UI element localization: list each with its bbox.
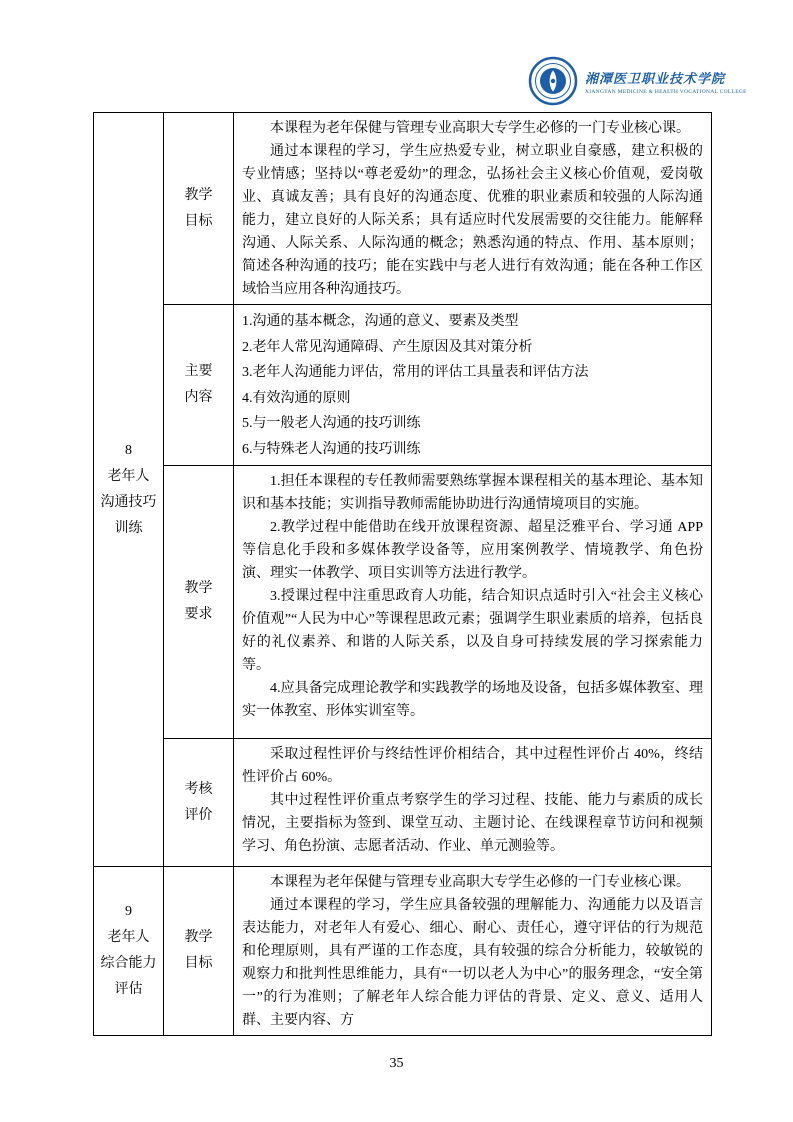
content-paragraph: 通过本课程的学习，学生应热爱专业，树立职业自豪感，建立积极的专业情感；坚持以“尊老爱幼”的理念，弘扬社会主义核心价值观，爱岗敬业、真诚友善；具有良好的沟通态度、优雅的职业素质和较强的人际沟通能力，建立良好的人际关系；具有适应时代发展需要的交往能力。能解释沟通、人际关系、人际沟通的概念；熟悉沟通的特点、作用、基本原则；简述各种沟通的技巧；能在实践中与老人进行有效沟通；能在各种工作区域恰当应用各种沟通技巧。 [242, 144, 703, 297]
course-name-line: 评估 [114, 982, 143, 997]
content-list-item: 2.老年人常见沟通障碍、产生原因及其对策分析 [242, 339, 533, 355]
course-name-line: 训练 [114, 520, 143, 536]
section-label-cell-content [164, 305, 234, 466]
content-list-item: 1.沟通的基本概念，沟通的意义、要素及类型 [242, 314, 519, 329]
content-paragraph: 4.应具备完成理论教学和实践教学的场地及设备，包括多媒体教室、理实一体教室、形体实训室等。 [242, 681, 703, 719]
course-number: 9 [125, 904, 132, 919]
content-paragraph: 本课程为老年保健与管理专业高职大专学生必修的一门专业核心课。 [270, 121, 690, 136]
section-label: 教学要求 [184, 581, 213, 622]
content-paragraph: 1.担任本课程的专任教师需要熟练掌握本课程相关的基本理论、基本知识和基本技能；实训指导教师需能协助进行沟通情境项目的实施。 [242, 474, 703, 512]
section-label-cell-objectives [164, 113, 234, 305]
section-content-requirements [234, 466, 712, 739]
content-list-item: 3.老年人沟通能力评估，常用的评估工具量表和评估方法 [242, 365, 589, 380]
section-content-main [234, 305, 712, 466]
college-name-block [585, 68, 747, 95]
content-paragraph: 本课程为老年保健与管理专业高职大专学生必修的一门专业核心课。 [270, 875, 690, 890]
content-paragraph: 3.授课过程中注重思政育人功能，结合知识点适时引入“社会主义核心价值观”“人民为中心”等课程思政元素；强调学生职业素质的培养，包括良好的礼仪素养、和谐的人际关系，以及自身可持续发展的学习探索能力等。 [242, 589, 703, 673]
course-name-line: 老年人 [107, 468, 150, 484]
content-list-item: 4.有效沟通的原则 [242, 390, 351, 406]
section-label: 主要内容 [184, 364, 213, 405]
college-name-english: XIANGTAN MEDICINE & HEALTH VOCATIONAL COLLEGE [585, 88, 747, 95]
content-paragraph: 2.教学过程中能借助在线开放课程资源、超星泛雅平台、学习通 APP 等信息化手段和多媒体教学设备等，应用案例教学、情境教学、角色扮演、理实一体教学、项目实训等方法进行教学。 [242, 520, 703, 581]
section-label-cell-objectives-9 [164, 867, 234, 1036]
course-9-cell [94, 867, 164, 1036]
content-paragraph: 采取过程性评价与终结性评价相结合，其中过程性评价占 40%，终结性评价占 60%。 [242, 747, 703, 785]
content-list-item: 6.与特殊老人沟通的技巧训练 [242, 441, 421, 457]
course-name-line: 综合能力 [100, 956, 157, 971]
content-paragraph: 其中过程性评价重点考察学生的学习过程、技能、能力与素质的成长情况，主要指标为签到、课堂互动、主题讨论、在线课程章节访问和视频学习、角色扮演、志愿者活动、作业、单元测验等。 [242, 793, 703, 854]
college-header [528, 56, 747, 106]
course-syllabus-table [93, 112, 712, 1036]
section-label: 教学目标 [184, 187, 213, 229]
page-number: 35 [389, 1056, 404, 1071]
college-logo-icon [528, 56, 578, 106]
section-label: 考核评价 [184, 781, 213, 823]
section-content-assessment [234, 739, 712, 867]
course-name-line: 沟通技巧 [100, 494, 157, 510]
section-label-cell-assessment [164, 739, 234, 867]
course-name-line: 老年人 [107, 930, 150, 945]
content-paragraph: 通过本课程的学习，学生应具备较强的理解能力、沟通能力以及语言表达能力，对老年人有爱心、细心、耐心、责任心，遵守评估的行为规范和伦理原则，具有严谨的工作态度，具有较强的综合分析能力，较敏锐的观察力和批判性思维能力，具有“一切以老人为中心”的服务理念，“安全第一”的行为准则；了解老年人综合能力评估的背景、定义、意义、适用人群、主要内容、方 [242, 898, 703, 1028]
course-number: 8 [125, 442, 132, 458]
section-label: 教学目标 [184, 930, 213, 971]
section-content-objectives [234, 113, 712, 305]
section-label-cell-requirements [164, 466, 234, 739]
college-name-chinese: 湘潭医卫职业技术学院 [585, 70, 726, 86]
course-8-cell [94, 113, 164, 867]
section-content-objectives-9 [234, 867, 712, 1036]
content-list-item: 5.与一般老人沟通的技巧训练 [242, 416, 421, 431]
